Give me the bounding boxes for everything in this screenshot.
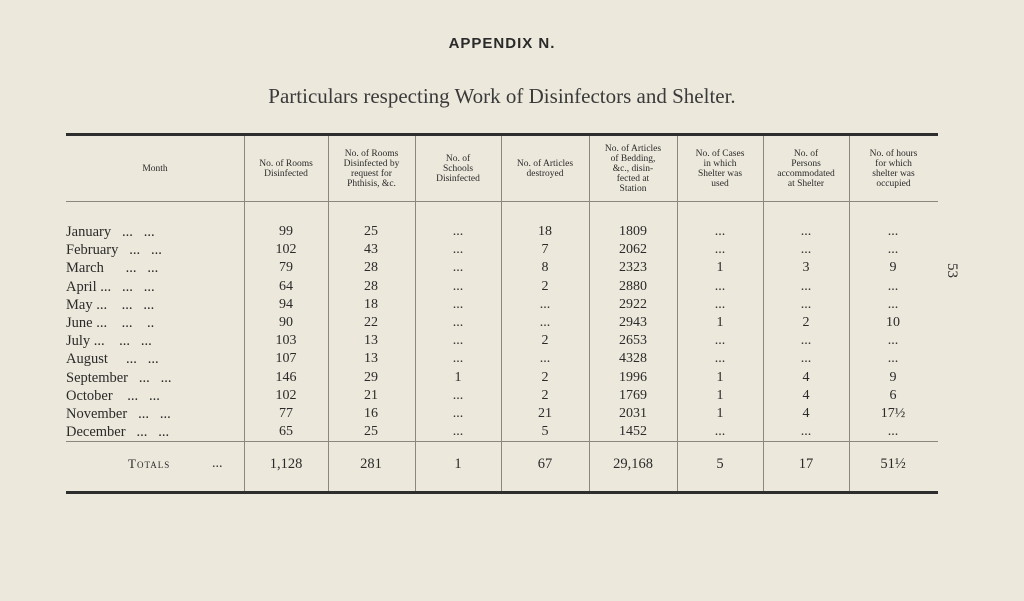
table-cell: ... [887,351,899,367]
month-label: January ... ... [66,224,155,240]
table-cell: ... [887,278,899,294]
table-cell: 2 [802,315,810,330]
month-label: May ... ... ... [66,296,155,313]
table-cell: ... [887,424,899,440]
table-cell: ... [539,351,551,367]
table-cell: ... [539,315,551,330]
totals-cell: 67 [537,456,553,472]
totals-cell: 281 [360,456,382,472]
table-cell: 25 [364,424,378,440]
table-cell: 22 [364,315,378,330]
header-persons-shelter: No. of Persons accommodated at Shelter [777,148,835,189]
header-month: Month [142,163,168,174]
table-cell: 2880 [619,278,647,294]
table-cell: ... [800,278,812,294]
table-cell: 2 [541,278,549,294]
table-cell: 18 [364,296,378,312]
table-cell: 5 [541,424,549,440]
table-cell: 2922 [619,296,647,312]
table-cell: 3 [802,260,810,276]
month-label: June ... ... .. [66,315,155,331]
header-cases-shelter: No. of Cases in which Shelter was used [695,148,745,189]
table-cell: ... [887,224,899,239]
header-rooms-disinfected: No. of Rooms Disinfected [259,158,313,179]
table-cell: ... [452,242,464,258]
table-cell: ... [452,333,464,349]
month-label: February ... ... [66,242,162,259]
table-cell: 2653 [619,333,647,349]
month-label: August ... ... [66,351,159,368]
table-cell: 25 [364,224,378,239]
table-cell: 2062 [619,242,647,258]
table-cell: ... [800,242,812,258]
table-cell: 1 [454,369,462,385]
table-cell: ... [800,333,812,349]
table-cell: 28 [364,260,378,276]
table-cell: 2943 [619,315,647,330]
table-cell: ... [887,242,899,258]
table-cell: 102 [275,387,297,403]
page-number: 53 [944,263,960,278]
table-cell: 1 [716,315,724,330]
month-label: November ... ... [66,406,171,422]
header-rooms-phthisis: No. of Rooms Disinfected by request for Phthisis, &c. [343,148,400,189]
totals-cell: 1 [454,456,462,472]
month-label: March ... ... [66,260,159,277]
table-cell: ... [714,424,726,440]
totals-cell: 29,168 [613,456,653,472]
table-cell: 103 [275,333,297,349]
header-articles-bedding: No. of Articles of Bedding, &c., disin- fected at Station [604,143,662,194]
header-divider [66,201,938,202]
table-cell: 2 [541,387,549,403]
table-cell: 79 [279,260,293,276]
table-cell: 8 [541,260,549,276]
table-cell: 90 [279,315,293,330]
table-cell: ... [452,278,464,294]
table-cell: 28 [364,278,378,294]
table-cell: ... [800,224,812,239]
table-cell: 1 [716,369,724,385]
table-cell: 2323 [619,260,647,276]
table-cell: 9 [889,369,897,385]
table-cell: ... [452,260,464,276]
table-cell: 43 [364,242,378,258]
table-cell: ... [714,242,726,258]
table-cell: ... [452,387,464,403]
month-label: July ... ... ... [66,333,152,350]
header-hours-shelter: No. of hours for which shelter was occupied [869,148,918,189]
table-cell: 1769 [619,387,647,403]
table-cell: ... [452,424,464,440]
table-cell: 4 [802,369,810,385]
table-cell: 10 [886,315,900,330]
table-cell: 64 [279,278,293,294]
table-cell: 21 [364,387,378,403]
table-cell: ... [714,278,726,294]
table-cell: 4 [802,406,810,421]
table-cell: 6 [889,387,897,403]
table-cell: 7 [541,242,549,258]
month-label: April ... ... ... [66,278,155,295]
table-cell: ... [452,296,464,312]
table-cell: 4 [802,387,810,403]
table-cell: ... [539,296,551,312]
table-cell: 1996 [619,369,647,385]
table-cell: ... [452,351,464,367]
table-title: Particulars respecting Work of Disinfectors and Shelter. [268,84,736,108]
table-cell: 13 [364,351,378,367]
bottom-rule [66,491,938,494]
table-cell: 2031 [619,406,647,421]
totals-cell: 51½ [880,456,906,472]
table-cell: 4328 [619,351,647,367]
table-cell: 1452 [619,424,647,440]
table-cell: 18 [538,224,552,239]
table-cell: 94 [279,296,293,312]
totals-cell: 17 [798,456,814,472]
table-cell: 146 [275,369,297,385]
header-schools-disinfected: No. of Schools Disinfected [436,153,480,184]
table-cell: 9 [889,260,897,276]
appendix-heading: APPENDIX N. [448,35,556,52]
month-label: October ... ... [66,387,160,404]
totals-label: Totals [128,456,171,471]
table-cell: 1809 [619,224,647,239]
table-cell: ... [714,333,726,349]
month-label: September ... ... [66,369,172,386]
totals-cell: 1,128 [269,456,303,472]
table-cell: 77 [279,406,293,421]
table-cell: ... [452,406,464,421]
table-cell: 21 [538,406,552,421]
table-cell: ... [714,351,726,367]
table-cell: 99 [279,224,293,239]
table-cell: 65 [279,424,293,440]
totals-dots: ... [212,456,223,471]
table-cell: 1 [716,387,724,403]
table-cell: ... [714,296,726,312]
table-cell: 2 [541,333,549,349]
table-cell: ... [714,224,726,239]
table-cell: ... [452,224,464,239]
table-cell: 1 [716,260,724,276]
table-cell: ... [800,424,812,440]
table-cell: 17½ [880,406,906,421]
month-label: December ... ... [66,424,170,441]
table-cell: ... [800,296,812,312]
table-cell: ... [887,296,899,312]
table-cell: ... [800,351,812,367]
header-articles-destroyed: No. of Articles destroyed [516,158,574,179]
table-cell: 29 [364,369,378,385]
totals-cell: 5 [716,456,724,472]
table-cell: 16 [364,406,378,421]
table-cell: 102 [275,242,297,258]
table-cell: ... [887,333,899,349]
table-cell: ... [452,315,464,330]
table-cell: 2 [541,369,549,385]
table-cell: 107 [275,351,297,367]
table-cell: 13 [364,333,378,349]
table-cell: 1 [716,406,724,421]
